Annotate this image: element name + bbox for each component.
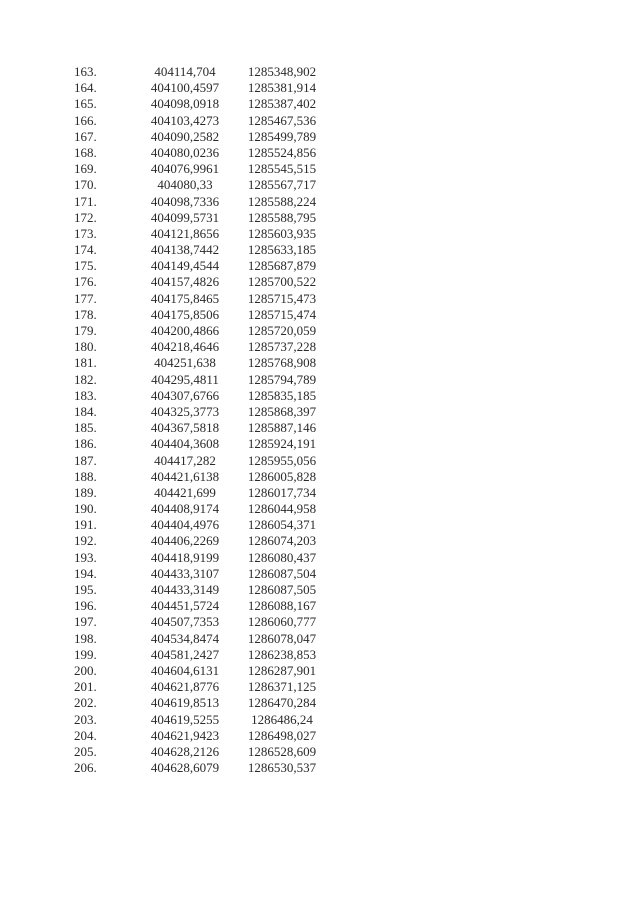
y-coordinate: 1285887,146 — [247, 420, 317, 436]
y-coordinate: 1286287,901 — [247, 662, 317, 678]
y-coordinate: 1286054,371 — [247, 517, 317, 533]
x-coordinate: 404408,9174 — [150, 501, 220, 517]
x-coordinate: 404307,6766 — [150, 387, 220, 403]
table-row — [70, 663, 330, 679]
y-coordinate: 1285715,473 — [247, 290, 317, 306]
point-number: 167. — [74, 128, 97, 144]
table-row — [70, 582, 330, 598]
table-row — [70, 744, 330, 760]
point-number: 165. — [74, 96, 97, 112]
x-coordinate: 404404,3608 — [150, 436, 220, 452]
x-coordinate: 404406,2269 — [150, 533, 220, 549]
x-coordinate: 404404,4976 — [150, 517, 220, 533]
point-number: 168. — [74, 144, 97, 160]
x-coordinate: 404325,3773 — [150, 403, 220, 419]
table-row — [70, 307, 330, 323]
y-coordinate: 1286044,958 — [247, 501, 317, 517]
x-coordinate: 404433,3107 — [150, 565, 220, 581]
y-coordinate: 1285381,914 — [247, 80, 317, 96]
x-coordinate: 404090,2582 — [150, 128, 220, 144]
y-coordinate: 1285588,224 — [247, 193, 317, 209]
point-number: 198. — [74, 630, 97, 646]
y-coordinate: 1285700,522 — [247, 274, 317, 290]
point-number: 169. — [74, 161, 97, 177]
point-number: 170. — [74, 177, 97, 193]
y-coordinate: 1286088,167 — [247, 598, 317, 614]
y-coordinate: 1285868,397 — [247, 403, 317, 419]
table-row — [70, 355, 330, 371]
point-number: 182. — [74, 371, 97, 387]
x-coordinate: 404619,5255 — [150, 711, 220, 727]
point-number: 191. — [74, 517, 97, 533]
y-coordinate: 1285794,789 — [247, 371, 317, 387]
table-row — [70, 339, 330, 355]
table-row — [70, 177, 330, 193]
point-number: 190. — [74, 501, 97, 517]
table-row — [70, 161, 330, 177]
point-number: 185. — [74, 420, 97, 436]
x-coordinate: 404628,2126 — [150, 743, 220, 759]
point-number: 194. — [74, 565, 97, 581]
x-coordinate: 404421,699 — [154, 484, 216, 500]
point-number: 177. — [74, 290, 97, 306]
table-row — [70, 453, 330, 469]
table-row — [70, 712, 330, 728]
table-row — [70, 80, 330, 96]
point-number: 205. — [74, 743, 97, 759]
table-row — [70, 647, 330, 663]
x-coordinate: 404157,4826 — [150, 274, 220, 290]
y-coordinate: 1286486,24 — [251, 711, 313, 727]
point-number: 171. — [74, 193, 97, 209]
point-number: 192. — [74, 533, 97, 549]
y-coordinate: 1286087,504 — [247, 565, 317, 581]
y-coordinate: 1285524,856 — [247, 144, 317, 160]
table-row — [70, 258, 330, 274]
table-row — [70, 760, 330, 776]
y-coordinate: 1286530,537 — [247, 760, 317, 776]
table-row — [70, 533, 330, 549]
table-row — [70, 404, 330, 420]
table-row — [70, 501, 330, 517]
y-coordinate: 1285467,536 — [247, 112, 317, 128]
x-coordinate: 404451,5724 — [150, 598, 220, 614]
x-coordinate: 404421,6138 — [150, 468, 220, 484]
point-number: 181. — [74, 355, 97, 371]
table-row — [70, 274, 330, 290]
x-coordinate: 404581,2427 — [150, 646, 220, 662]
point-number: 199. — [74, 646, 97, 662]
x-coordinate: 404295,4811 — [151, 371, 219, 387]
x-coordinate: 404621,9423 — [150, 727, 220, 743]
table-row — [70, 113, 330, 129]
x-coordinate: 404433,3149 — [150, 582, 220, 597]
y-coordinate: 1285348,902 — [247, 64, 317, 79]
x-coordinate: 404098,0918 — [150, 96, 220, 112]
point-number: 196. — [74, 598, 97, 614]
table-row — [70, 194, 330, 210]
y-coordinate: 1285545,515 — [247, 161, 317, 177]
y-coordinate: 1286078,047 — [247, 630, 317, 646]
table-row — [70, 517, 330, 533]
table-row — [70, 323, 330, 339]
table-row — [70, 550, 330, 566]
point-number: 195. — [74, 582, 97, 597]
point-number: 189. — [74, 484, 97, 500]
table-row — [70, 485, 330, 501]
y-coordinate: 1286017,734 — [247, 484, 317, 500]
point-number: 188. — [74, 468, 97, 484]
x-coordinate: 404175,8506 — [150, 306, 220, 322]
x-coordinate: 404080,33 — [157, 177, 213, 193]
table-row — [70, 64, 330, 80]
table-row — [70, 145, 330, 161]
point-number: 202. — [74, 695, 97, 711]
y-coordinate: 1285835,185 — [247, 387, 317, 403]
table-row — [70, 388, 330, 404]
point-number: 203. — [74, 711, 97, 727]
y-coordinate: 1285633,185 — [247, 242, 317, 258]
table-row — [70, 291, 330, 307]
table-row — [70, 728, 330, 744]
y-coordinate: 1286238,853 — [247, 646, 317, 662]
table-row — [70, 210, 330, 226]
point-number: 184. — [74, 403, 97, 419]
y-coordinate: 1286371,125 — [247, 679, 317, 695]
x-coordinate: 404621,8776 — [150, 679, 220, 695]
x-coordinate: 404121,8656 — [150, 225, 220, 241]
table-row — [70, 372, 330, 388]
point-number: 183. — [74, 387, 97, 403]
table-row — [70, 695, 330, 711]
table-row — [70, 598, 330, 614]
coordinate-table — [70, 64, 330, 776]
point-number: 193. — [74, 549, 97, 565]
point-number: 186. — [74, 436, 97, 452]
x-coordinate: 404534,8474 — [150, 630, 220, 646]
y-coordinate: 1286528,609 — [247, 743, 317, 759]
table-row — [70, 614, 330, 630]
point-number: 174. — [74, 242, 97, 258]
x-coordinate: 404418,9199 — [150, 549, 220, 565]
table-row — [70, 129, 330, 145]
y-coordinate: 1285588,795 — [247, 209, 317, 225]
point-number: 201. — [74, 679, 97, 695]
x-coordinate: 404417,282 — [154, 452, 216, 468]
point-number: 164. — [74, 80, 97, 96]
x-coordinate: 404251,638 — [154, 355, 216, 371]
x-coordinate: 404103,4273 — [150, 112, 220, 128]
point-number: 178. — [74, 306, 97, 322]
point-number: 163. — [74, 64, 97, 79]
y-coordinate: 1286087,505 — [247, 582, 317, 597]
point-number: 200. — [74, 662, 97, 678]
y-coordinate: 1286060,777 — [247, 614, 317, 630]
x-coordinate: 404218,4646 — [150, 339, 220, 355]
y-coordinate: 1285387,402 — [247, 96, 317, 112]
x-coordinate: 404628,6079 — [150, 760, 220, 776]
x-coordinate: 404175,8465 — [150, 290, 220, 306]
table-row — [70, 469, 330, 485]
x-coordinate: 404076,9961 — [150, 161, 220, 177]
y-coordinate: 1285768,908 — [247, 355, 317, 371]
table-row — [70, 631, 330, 647]
x-coordinate: 404138,7442 — [150, 242, 220, 258]
y-coordinate: 1285603,935 — [247, 225, 317, 241]
table-row — [70, 679, 330, 695]
y-coordinate: 1285715,474 — [247, 306, 317, 322]
y-coordinate: 1286470,284 — [247, 695, 317, 711]
point-number: 166. — [74, 112, 97, 128]
y-coordinate: 1286074,203 — [247, 533, 317, 549]
point-number: 180. — [74, 339, 97, 355]
y-coordinate: 1285737,228 — [247, 339, 317, 355]
y-coordinate: 1285499,789 — [247, 128, 317, 144]
x-coordinate: 404080,0236 — [150, 144, 220, 160]
x-coordinate: 404098,7336 — [150, 193, 220, 209]
y-coordinate: 1285567,717 — [247, 177, 317, 193]
table-row — [70, 96, 330, 112]
table-row — [70, 420, 330, 436]
y-coordinate: 1286005,828 — [247, 468, 317, 484]
x-coordinate: 404604,6131 — [150, 662, 220, 678]
x-coordinate: 404367,5818 — [150, 420, 220, 436]
x-coordinate: 404507,7353 — [150, 614, 220, 630]
x-coordinate: 404619,8513 — [150, 695, 220, 711]
point-number: 176. — [74, 274, 97, 290]
y-coordinate: 1285687,879 — [247, 258, 317, 274]
table-row — [70, 566, 330, 582]
y-coordinate: 1285955,056 — [247, 452, 317, 468]
point-number: 206. — [74, 760, 97, 776]
x-coordinate: 404100,4597 — [150, 80, 220, 96]
y-coordinate: 1286080,437 — [247, 549, 317, 565]
y-coordinate: 1286498,027 — [247, 727, 317, 743]
x-coordinate: 404149,4544 — [150, 258, 220, 274]
point-number: 197. — [74, 614, 97, 630]
point-number: 179. — [74, 323, 97, 338]
point-number: 204. — [74, 727, 97, 743]
point-number: 172. — [74, 209, 97, 225]
point-number: 173. — [74, 225, 97, 241]
table-row — [70, 242, 330, 258]
x-coordinate: 404200,4866 — [150, 323, 220, 338]
table-row — [70, 226, 330, 242]
x-coordinate: 404114,704 — [154, 64, 216, 79]
table-row — [70, 436, 330, 452]
point-number: 187. — [74, 452, 97, 468]
y-coordinate: 1285720,059 — [247, 323, 317, 338]
point-number: 175. — [74, 258, 97, 274]
y-coordinate: 1285924,191 — [247, 436, 317, 452]
x-coordinate: 404099,5731 — [150, 209, 220, 225]
